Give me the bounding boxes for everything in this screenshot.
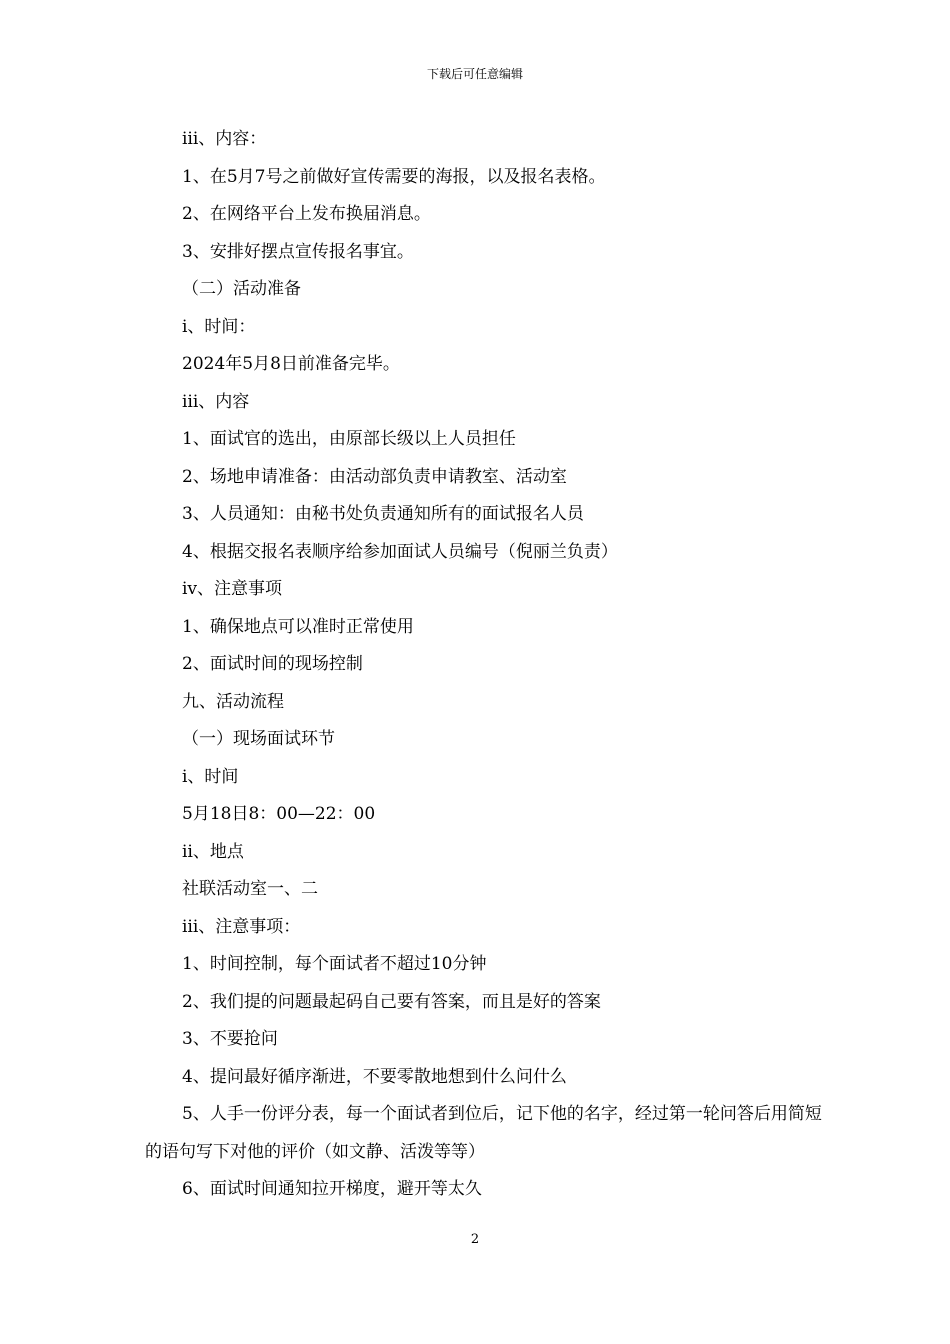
text-line: 1、面试官的选出，由原部长级以上人员担任	[182, 429, 516, 449]
text-line: 2、在网络平台上发布换届消息。	[182, 204, 431, 224]
paragraph: 5、人手一份评分表，每一个面试者到位后，记下他的名字，经过第一轮问答后用简短的语句写下对他的评价（如文静、活泼等等）	[145, 1104, 822, 1162]
text-line: 4、根据交报名表顺序给参加面试人员编号（倪丽兰负责）	[182, 541, 618, 562]
text-line: 2、我们提的问题最起码自己要有答案，而且是好的答案	[182, 991, 601, 1012]
section-heading: （一）现场面试环节	[182, 729, 335, 749]
text-line: 6、面试时间通知拉开梯度，避开等太久	[182, 1179, 482, 1199]
text-line: 2、场地申请准备：由活动部负责申请教室、活动室	[182, 466, 567, 487]
page-number: 2	[470, 1232, 480, 1247]
text-line: 2、面试时间的现场控制	[182, 654, 363, 674]
section-heading: （二）活动准备	[182, 279, 301, 299]
text-line: 2024年5月8日前准备完毕。	[182, 354, 400, 374]
text-line: ⅰ、时间	[182, 766, 239, 787]
text-line: 社联活动室一、二	[182, 879, 318, 899]
text-line: ⅰ、时间：	[182, 316, 256, 337]
text-line: 3、人员通知：由秘书处负责通知所有的面试报名人员	[182, 504, 584, 524]
page-header: 下载后可任意编辑	[426, 67, 523, 81]
section-heading: 九、活动流程	[182, 691, 284, 712]
text-line: 3、不要抢问	[182, 1029, 278, 1049]
text-line: 4、提问最好循序渐进，不要零散地想到什么问什么	[182, 1066, 567, 1087]
text-line: ⅱ、地点	[182, 841, 244, 862]
text-line: 5月18日8：00—22：00	[182, 804, 376, 824]
text-line: ⅲ、内容：	[182, 129, 267, 149]
text-line: 1、时间控制，每个面试者不超过10分钟	[182, 954, 487, 974]
text-line: ⅳ、注意事项	[182, 579, 283, 599]
text-line: ⅲ、注意事项：	[182, 916, 301, 937]
document-body	[145, 121, 822, 1209]
text-line: 1、确保地点可以准时正常使用	[182, 616, 414, 637]
text-line: ⅲ、内容	[182, 391, 250, 412]
text-line: 1、在5月7号之前做好宣传需要的海报，以及报名表格。	[182, 166, 606, 187]
text-line: 3、安排好摆点宣传报名事宜。	[182, 241, 414, 262]
